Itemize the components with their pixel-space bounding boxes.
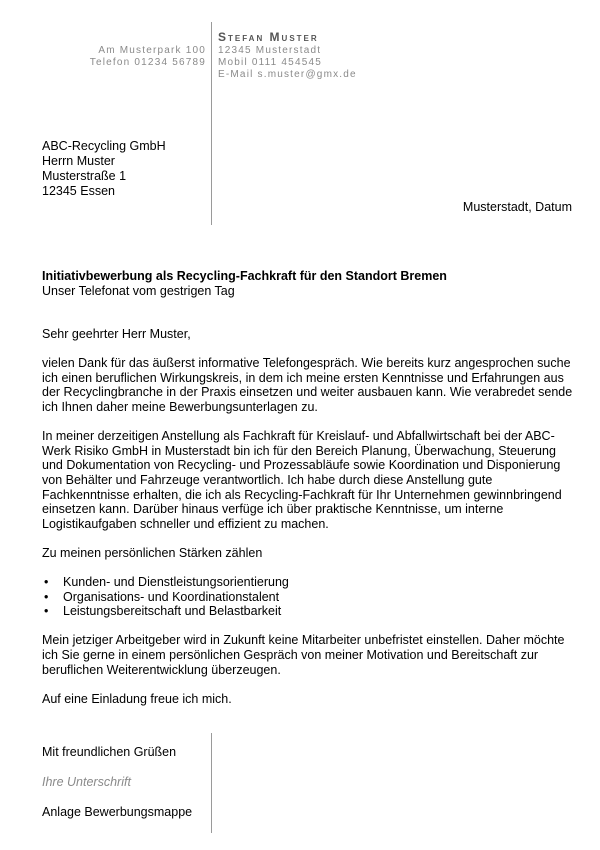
sender-city: 12345 Musterstadt (218, 45, 322, 56)
salutation: Sehr geehrter Herr Muster, (42, 327, 191, 341)
subject-reference: Unser Telefonat vom gestrigen Tag (42, 284, 235, 298)
list-item: • Kunden- und Dienstleistungsorientierung (42, 575, 574, 590)
list-item: • Organisations- und Koordinationstalent (42, 590, 574, 605)
closing: Mit freundlichen Grüßen (42, 745, 177, 759)
paragraph-invitation: Auf eine Einladung freue ich mich. (42, 691, 232, 706)
strengths-list (42, 575, 574, 619)
paragraph-strengths-intro: Zu meinen persönlichen Stärken zählen (42, 545, 263, 560)
recipient-city: 12345 Essen (42, 184, 115, 198)
subject-title: Initiativbewerbung als Recycling-Fachkraft für den Standort Bremen (42, 269, 447, 283)
footer-divider-line (211, 733, 212, 833)
sender-street: Am Musterpark 100 (98, 45, 206, 56)
paragraph-intro: vielen Dank für das äußerst informative Telefongespräch. Wie bereits kurz angesprochen suche ich einen beruflichen Wirkungskreis, in dem ich meine ersten Kenntnisse und Erfahrungen aus der Recyclingbranche in der Praxis einsetzen und weiter ausbauen kann. Wie verabredet sende ich Ihnen daher meine Bewerbungsunterlagen zu. (42, 356, 573, 414)
header-divider-line (211, 22, 212, 225)
place-date: Musterstadt, Datum (462, 200, 572, 214)
sender-phone: Telefon 01234 56789 (89, 57, 206, 68)
recipient-person: Herrn Muster (42, 154, 115, 168)
sender-email: E-Mail s.muster@gmx.de (218, 69, 357, 80)
sender-name: Stefan Muster (218, 30, 319, 44)
letter-body (42, 327, 574, 721)
sender-address-right (218, 45, 357, 81)
list-item: • Leistungsbereitschaft und Belastbarkeit (42, 604, 574, 619)
paragraph-motivation: Mein jetziger Arbeitgeber wird in Zukunft keine Mitarbeiter unbefristet einstellen. Daher möchte ich Sie gerne in einem persönlichen Gespräch von meiner Motivation und Bereitschaft zur beruflichen Weiterentwicklung überzeugen. (42, 633, 565, 677)
recipient-company: ABC-Recycling GmbH (42, 139, 166, 153)
sender-address-left (90, 45, 206, 69)
enclosure: Anlage Bewerbungsmappe (42, 805, 193, 819)
sender-mobile: Mobil 0111 454545 (218, 57, 322, 68)
recipient-address (42, 139, 166, 199)
signature-placeholder: Ihre Unterschrift (42, 775, 131, 789)
subject-block (42, 269, 572, 299)
recipient-street: Musterstraße 1 (42, 169, 127, 183)
paragraph-experience: In meiner derzeitigen Anstellung als Fachkraft für Kreislauf- und Abfallwirtschaft bei der ABC-Werk Risiko GmbH in Musterstadt bin ich für den Bereich Planung, Überwachung, Steuerung und Dokumentation von Recycling- und Prozessabläufe sowie Koordination und Disponierung von Behälter und Fahrzeuge verantwortlich. Ich habe durch diese Anstellung gute Fachkenntnisse erhalten, die ich als Recycling-Fachkraft für Ihr Unternehmen gewinnbringend einsetzen kann. Darüber hinaus verfüge ich über praktische Kenntnisse, um interne Logistikaufgaben schneller und effizient zu machen. (42, 429, 562, 531)
